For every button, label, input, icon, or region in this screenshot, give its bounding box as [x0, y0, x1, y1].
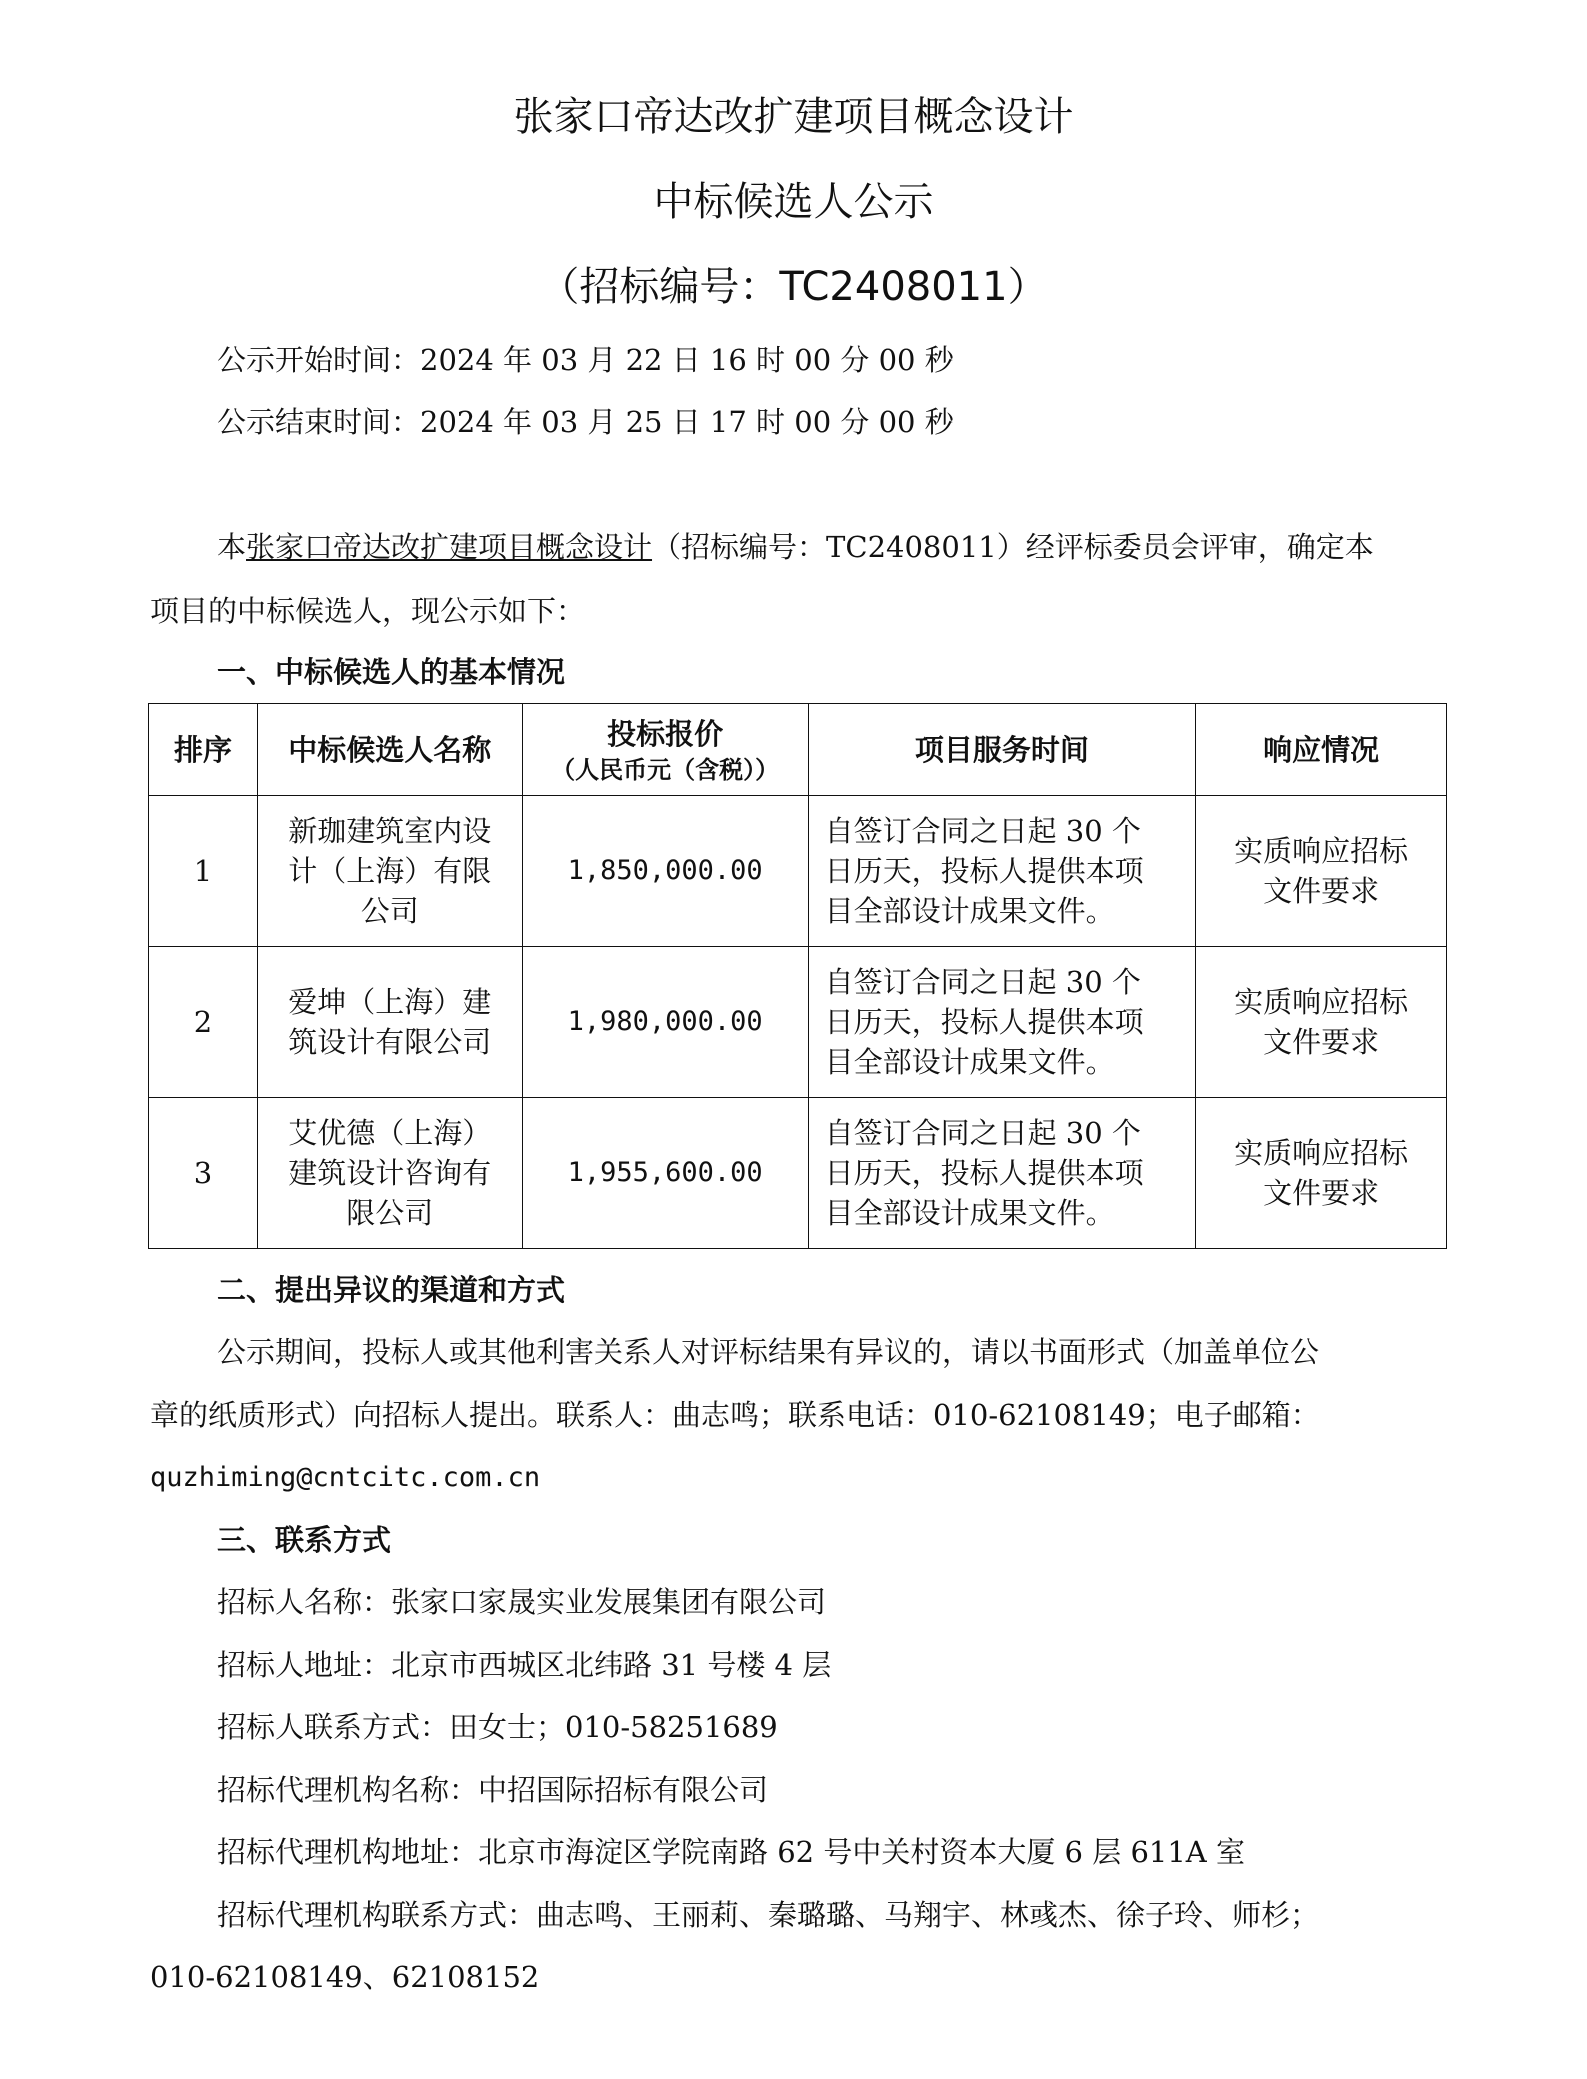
cell-response: 实质响应招标 文件要求 [1196, 947, 1447, 1098]
section-3-heading: 三、联系方式 [217, 1523, 392, 1557]
cell-rank: 3 [149, 1098, 258, 1249]
agency-contact-line-1: 招标代理机构联系方式：曲志鸣、王丽莉、秦璐璐、马翔宇、林彧杰、徐子玲、师杉； [217, 1898, 1320, 1932]
agency-name: 招标代理机构名称：中招国际招标有限公司 [217, 1773, 769, 1807]
cell-name: 爱坤（上海）建 筑设计有限公司 [257, 947, 522, 1098]
cell-response: 实质响应招标 文件要求 [1196, 1098, 1447, 1249]
intro-prefix: 本 [217, 530, 247, 564]
column-header-response: 响应情况 [1196, 704, 1447, 796]
intro-project-name: 张家口帝达改扩建项目概念设计 [246, 530, 653, 564]
section-1-heading: 一、中标候选人的基本情况 [217, 655, 566, 689]
publicity-end-time: 公示结束时间：2024 年 03 月 25 日 17 时 00 分 00 秒 [217, 405, 954, 439]
column-header-price-sub: （人民币元（含税）） [551, 755, 780, 784]
table-row [149, 796, 1447, 947]
column-header-price-label: 投标报价 [607, 716, 724, 751]
cell-service: 自签订合同之日起 30 个 日历天，投标人提供本项 目全部设计成果文件。 [808, 947, 1196, 1098]
candidate-table [148, 703, 1447, 1249]
table-header-row [149, 704, 1447, 796]
cell-name: 艾优德（上海） 建筑设计咨询有 限公司 [257, 1098, 522, 1249]
agency-contact-line-2: 010-62108149、62108152 [150, 1960, 540, 1994]
tenderer-name: 招标人名称：张家口家晟实业发展集团有限公司 [217, 1585, 827, 1619]
column-header-rank: 排序 [149, 704, 258, 796]
objection-line-2: 章的纸质形式）向招标人提出。联系人：曲志鸣；联系电话：010-62108149；电子邮箱： [150, 1398, 1320, 1432]
title-line-1: 张家口帝达改扩建项目概念设计 [513, 94, 1074, 140]
section-2-heading: 二、提出异议的渠道和方式 [217, 1273, 566, 1307]
cell-price: 1,850,000.00 [522, 796, 808, 947]
intro-line-2: 项目的中标候选人，现公示如下： [150, 594, 586, 628]
cell-response: 实质响应招标 文件要求 [1196, 796, 1447, 947]
column-header-service: 项目服务时间 [808, 704, 1196, 796]
publicity-start-time: 公示开始时间：2024 年 03 月 22 日 16 时 00 分 00 秒 [217, 343, 954, 377]
cell-rank: 1 [149, 796, 258, 947]
cell-rank: 2 [149, 947, 258, 1098]
column-header-price [522, 704, 808, 796]
column-header-name: 中标候选人名称 [257, 704, 522, 796]
cell-name: 新珈建筑室内设 计（上海）有限 公司 [257, 796, 522, 947]
cell-service: 自签订合同之日起 30 个 日历天，投标人提供本项 目全部设计成果文件。 [808, 796, 1196, 947]
objection-line-1: 公示期间，投标人或其他利害关系人对评标结果有异议的，请以书面形式（加盖单位公 [217, 1335, 1320, 1369]
agency-address: 招标代理机构地址：北京市海淀区学院南路 62 号中关村资本大厦 6 层 611A 室 [217, 1835, 1245, 1869]
intro-suffix: （招标编号：TC2408011）经评标委员会评审，确定本 [652, 530, 1374, 564]
table-row [149, 1098, 1447, 1249]
table-row [149, 947, 1447, 1098]
title-line-2: 中标候选人公示 [653, 179, 934, 225]
title-line-3: （招标编号：TC2408011） [539, 264, 1048, 310]
objection-email: quzhiming@cntcitc.com.cn [150, 1462, 541, 1493]
intro-line-1 [217, 527, 1374, 567]
cell-price: 1,980,000.00 [522, 947, 808, 1098]
tenderer-contact: 招标人联系方式：田女士；010-58251689 [217, 1710, 778, 1744]
cell-service: 自签订合同之日起 30 个 日历天，投标人提供本项 目全部设计成果文件。 [808, 1098, 1196, 1249]
tenderer-address: 招标人地址：北京市西城区北纬路 31 号楼 4 层 [217, 1648, 832, 1682]
cell-price: 1,955,600.00 [522, 1098, 808, 1249]
